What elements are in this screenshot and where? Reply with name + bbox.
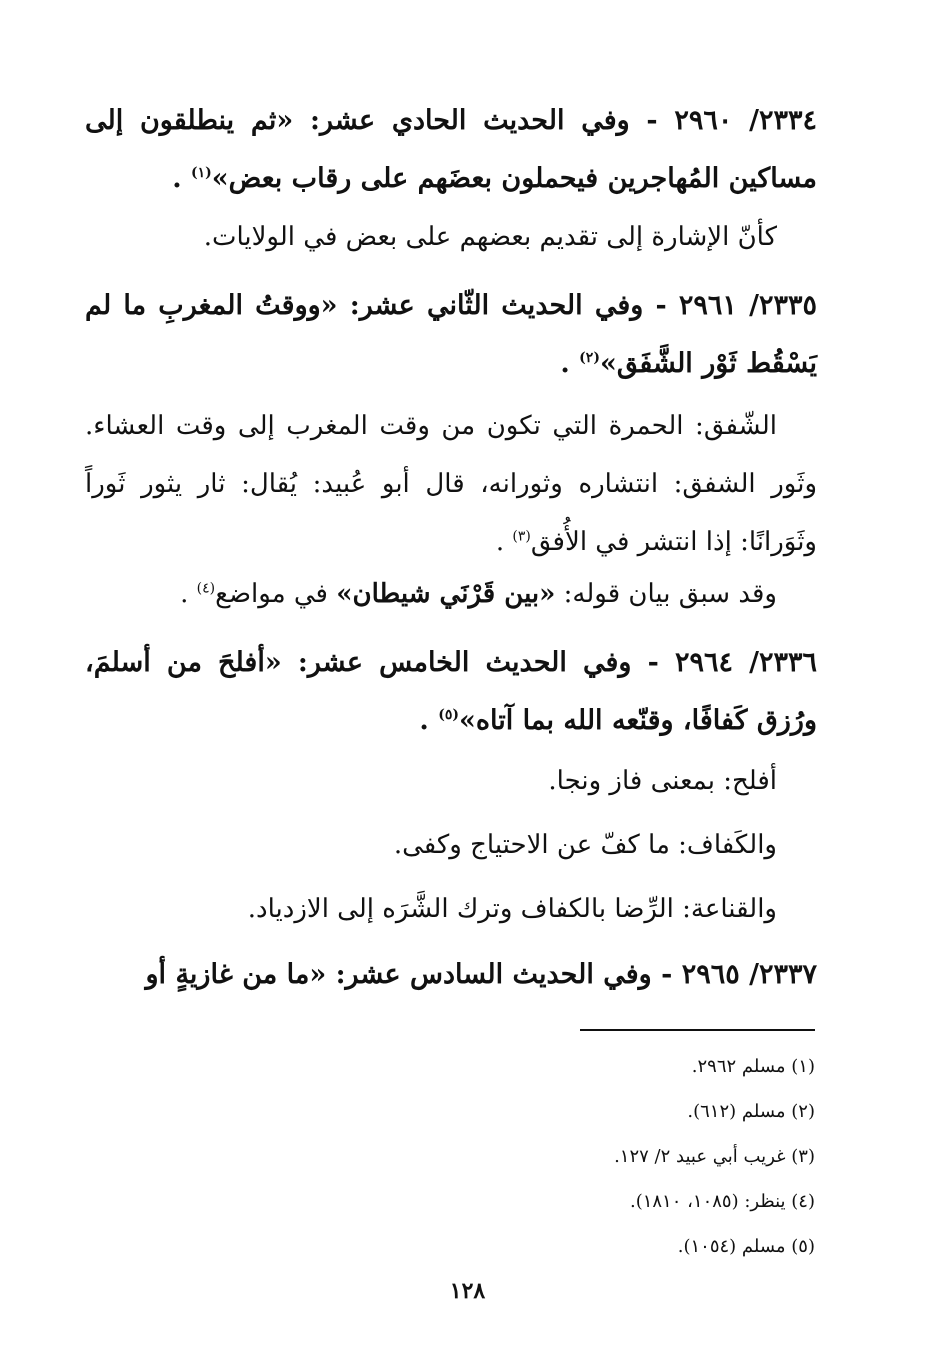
- period: .: [172, 163, 191, 194]
- hadith-entry-2336: [85, 634, 817, 750]
- footnote-ref: (١): [191, 165, 212, 181]
- hadith-text: ٢٣٣٥/ ٢٩٦١ - وفي الحديث الثّاني عشر: «ووقتُ المغربِ ما لم يَسْقُط ثَوْر الشَّفَق»: [85, 290, 817, 379]
- footnotes: [315, 1044, 815, 1269]
- footnote-ref: (٤): [196, 580, 216, 597]
- hadith-entry-2335: [85, 277, 817, 393]
- commentary-text: كأنّ الإشارة إلى تقديم بعضهم على بعض في الولايات.: [203, 222, 777, 252]
- hadith-text: ٢٣٣٦/ ٢٩٦٤ - وفي الحديث الخامس عشر: «أفلحَ من أسلمَ، ورُزق كَفافًا، وقنّعه الله بما آتاه»: [85, 647, 817, 736]
- footnote-1: (١) مسلم ٢٩٦٢.: [691, 1056, 815, 1077]
- hadith-text: ٢٣٣٤/ ٢٩٦٠ - وفي الحديث الحادي عشر: «ثم ينطلقون إلى مساكين المُهاجرين فيحملون بعضَهم على رقاب بعض»: [85, 105, 817, 194]
- footnote-separator: [580, 1029, 815, 1031]
- commentary-text: في مواضع: [215, 579, 337, 609]
- commentary-paragraph: [85, 208, 817, 267]
- footnote-ref: (٢): [579, 350, 600, 366]
- commentary-paragraph: [85, 397, 817, 571]
- commentary-paragraph: [85, 565, 817, 624]
- footnote-2: (٢) مسلم (٦١٢).: [687, 1101, 815, 1122]
- commentary-text: وقد سبق بيان قوله:: [555, 579, 777, 609]
- period: .: [180, 579, 197, 609]
- footnote-4: (٤) ينظر: (١٠٨٥، ١٨١٠).: [629, 1191, 815, 1212]
- footnote-3: (٣) غريب أبي عبيد ٢/ ١٢٧.: [614, 1146, 815, 1167]
- definition-line: [85, 880, 817, 939]
- page-number: ١٢٨: [449, 1278, 486, 1304]
- period: .: [419, 705, 439, 736]
- definition-text: والكَفاف: ما كفّ عن الاحتياج وكفى.: [393, 830, 777, 860]
- footnote-ref: (٥): [438, 707, 459, 723]
- commentary-text: الشّفق: الحمرة التي تكون من وقت المغرب إلى وقت العشاء. وثَور الشفق: انتشاره وثورانه، قال أبو عُبيد: يُقال: ثار يثور ثَوراً وثَوَرانًا: إذا انتشر في الأُفق: [85, 411, 817, 557]
- definition-text: والقناعة: الرِّضا بالكفاف وترك الشَّرَه إلى الازدياد.: [247, 894, 777, 924]
- definition-line: [85, 816, 817, 875]
- definition-line: [85, 752, 817, 811]
- hadith-text: ٢٣٣٧/ ٢٩٦٥ - وفي الحديث السادس عشر: «ما من غازيةٍ أو: [145, 959, 817, 990]
- hadith-entry-2334: [85, 92, 817, 208]
- footnote-ref: (٣): [512, 528, 531, 545]
- definition-text: أفلح: بمعنى فاز ونجا.: [548, 766, 777, 796]
- hadith-entry-2337: [85, 946, 817, 1004]
- period: .: [560, 348, 580, 379]
- quoted-phrase: «بين قَرْنَي شيطان»: [336, 579, 556, 609]
- period: .: [495, 527, 513, 557]
- footnote-5: (٥) مسلم (١٠٥٤).: [677, 1236, 815, 1257]
